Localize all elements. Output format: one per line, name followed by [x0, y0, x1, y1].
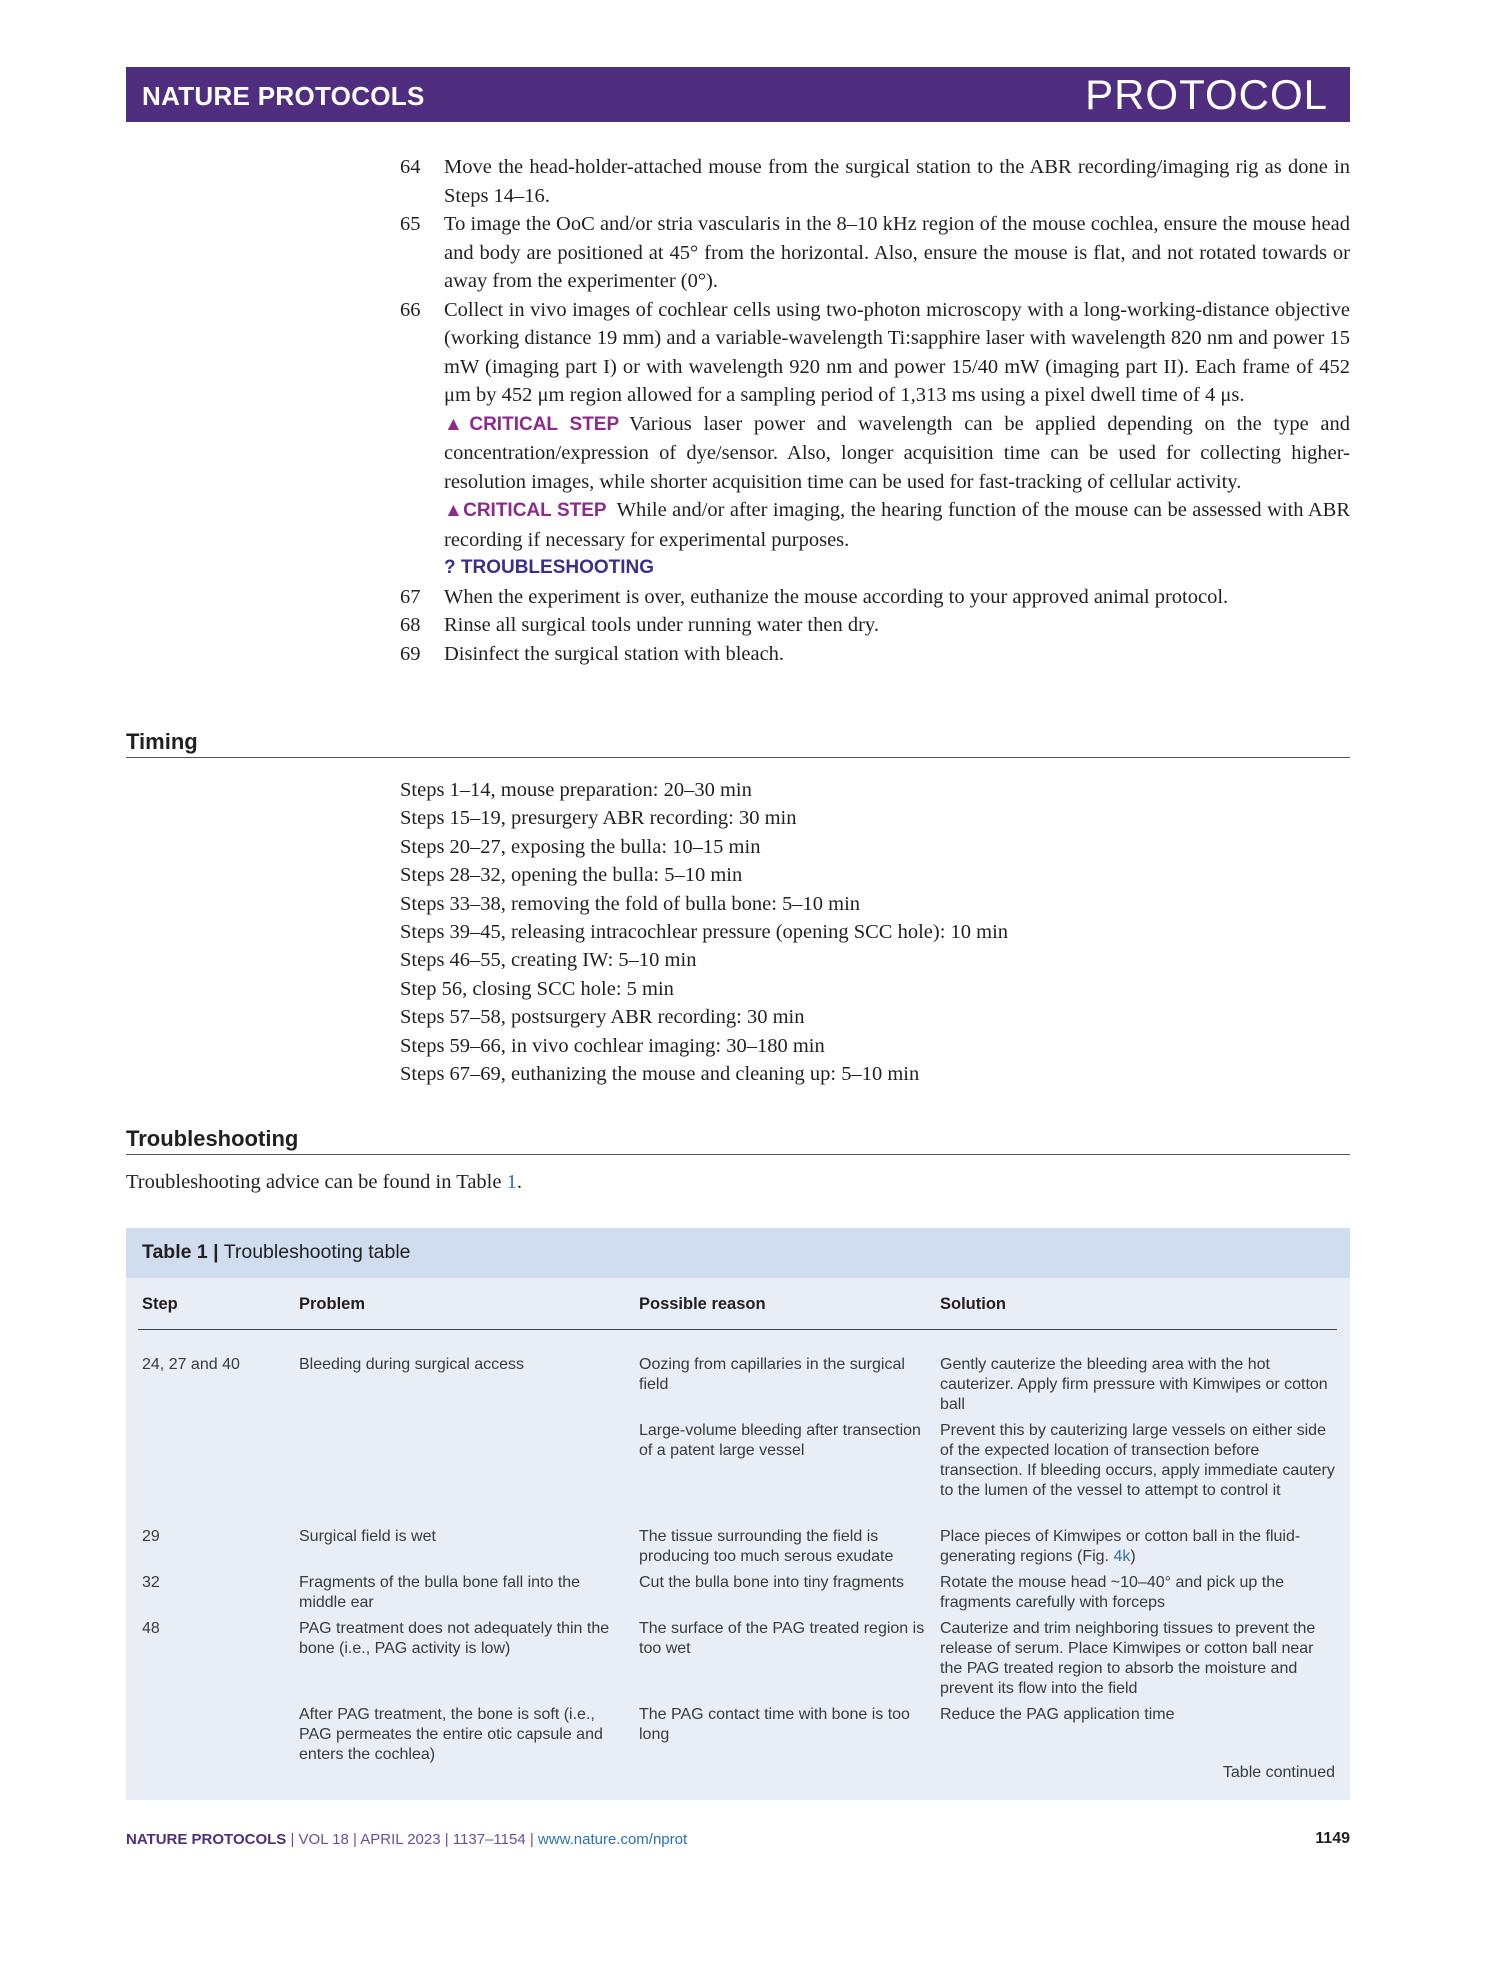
cell-problem: Fragments of the bulla bone fall into the middle ear	[299, 1574, 581, 1611]
column-header-problem: Problem	[299, 1295, 366, 1313]
step-text: When the experiment is over, euthanize the mouse according to your approved animal protocol.	[444, 585, 1229, 608]
cell-solution: Reduce the PAG application time	[940, 1706, 1175, 1723]
step-text: To image the OoC and/or stria vascularis in the 8–10 kHz region of the mouse cochlea, ensure the mouse head and body are positioned at 45° from the horizontal. Also, ensure the mouse is flat, and not rotated towards or away from the experimenter (0°).	[444, 213, 1350, 292]
journal-header-bar	[126, 67, 1350, 122]
timing-line: Steps 33–38, removing the fold of bulla bone: 5–10 min	[400, 892, 861, 915]
timing-line: Steps 39–45, releasing intracochlear pressure (opening SCC hole): 10 min	[400, 921, 1009, 944]
article-type: PROTOCOL	[1085, 71, 1328, 118]
footer-url-link[interactable]: www.nature.com/nprot	[537, 1831, 688, 1848]
cell-problem: Bleeding during surgical access	[299, 1356, 525, 1373]
step-number: 64	[400, 156, 421, 178]
cell-solution: Prevent this by cauterizing large vessels on either side of the expected location of transection before transection. If bleeding occurs, apply immediate cautery to the lumen of the vessel to attempt to control it	[940, 1422, 1335, 1499]
procedure-steps	[400, 153, 1350, 668]
cell-reason: The tissue surrounding the field is producing too much serous exudate	[639, 1528, 894, 1565]
footer-separator: |	[348, 1831, 361, 1848]
troubleshooting-link[interactable]: ? TROUBLESHOOTING	[444, 557, 655, 578]
footer-separator: |	[440, 1831, 453, 1848]
footer-separator: |	[525, 1831, 538, 1848]
critical-step-label: ▲CRITICAL STEP	[444, 413, 620, 435]
table-reference-link[interactable]: 1	[506, 1171, 517, 1193]
journal-name: NATURE PROTOCOLS	[142, 81, 425, 111]
step-67	[400, 583, 1350, 612]
timing-heading: Timing	[126, 729, 1350, 758]
cell-solution-text: Place pieces of Kimwipes or cotton ball in the fluid-generating regions (Fig.	[940, 1528, 1301, 1565]
step-number: 68	[400, 614, 421, 636]
step-number: 67	[400, 585, 421, 608]
timing-line: Steps 20–27, exposing the bulla: 10–15 min	[400, 835, 761, 858]
timing-list	[400, 776, 1008, 1088]
step-number: 65	[400, 213, 421, 235]
table-caption	[126, 1228, 1350, 1278]
critical-step-label: ▲CRITICAL STEP	[444, 500, 607, 521]
header-divider	[138, 1329, 1337, 1330]
cell-problem: Surgical field is wet	[299, 1528, 436, 1545]
step-text: Disinfect the surgical station with bleach.	[444, 642, 785, 665]
timing-line: Steps 46–55, creating IW: 5–10 min	[400, 949, 697, 972]
cell-solution: Gently cauterize the bleeding area with the hot cauterizer. Apply firm pressure with Kimwipes or cotton ball	[940, 1356, 1328, 1413]
footer-date: APRIL 2023	[360, 1831, 441, 1848]
troubleshooting-paragraph	[126, 1171, 522, 1194]
troubleshooting-table	[126, 1228, 1350, 1800]
timing-line: Steps 28–32, opening the bulla: 5–10 min	[400, 864, 743, 887]
step-64	[400, 153, 1350, 210]
timing-line: Steps 57–58, postsurgery ABR recording: 30 min	[400, 1006, 805, 1029]
cell-problem: PAG treatment does not adequately thin the bone (i.e., PAG activity is low)	[299, 1620, 610, 1657]
cell-solution: Cauterize and trim neighboring tissues to prevent the release of serum. Place Kimwipes or cotton ball near the PAG treated region to absorb the moisture and prevent its flow into the field	[940, 1620, 1316, 1697]
troubleshooting-heading: Troubleshooting	[126, 1126, 1350, 1155]
critical-step-2	[400, 496, 1350, 554]
column-header-solution: Solution	[940, 1295, 1006, 1313]
troubleshooting-text: Troubleshooting advice can be found in Table	[126, 1171, 507, 1193]
step-66	[400, 296, 1350, 410]
troubleshooting-text-end: .	[516, 1171, 522, 1193]
cell-solution: Rotate the mouse head ~10–40° and pick up the fragments carefully with forceps	[940, 1574, 1284, 1611]
critical-step-1	[400, 410, 1350, 497]
cell-reason: The surface of the PAG treated region is too wet	[639, 1620, 925, 1657]
column-header-step: Step	[142, 1295, 178, 1313]
footer-separator: |	[286, 1831, 299, 1848]
cell-step: 48	[142, 1620, 160, 1637]
cell-step: 24, 27 and 40	[142, 1356, 240, 1373]
footer-journal: NATURE PROTOCOLS	[126, 1831, 287, 1848]
step-65	[400, 210, 1350, 296]
page-number: 1149	[1315, 1830, 1350, 1847]
cell-step: 29	[142, 1528, 160, 1545]
footer-pages: 1137–1154	[452, 1831, 526, 1848]
critical-step-text: While and/or after imaging, the hearing function of the mouse can be assessed with ABR recording if necessary for experimental purposes.	[444, 499, 1350, 551]
step-number: 69	[400, 642, 421, 665]
table-continued-note: Table continued	[1222, 1764, 1335, 1781]
cell-problem: After PAG treatment, the bone is soft (i.e., PAG permeates the entire otic capsule and enters the cochlea)	[299, 1706, 603, 1763]
critical-step-text: Various laser power and wavelength can be applied depending on the type and concentration/expression of dye/sensor. Also, longer acquisition time can be used for collecting higher-resolution images, while shorter acquisition time can be used for fast-tracking of cellular activity.	[444, 412, 1350, 493]
step-69	[400, 640, 1350, 669]
timing-line: Steps 1–14, mouse preparation: 20–30 min	[400, 779, 752, 801]
cell-solution-end: )	[1130, 1548, 1136, 1565]
footer-volume: VOL 18	[298, 1831, 349, 1848]
cell-reason: Oozing from capillaries in the surgical field	[639, 1356, 905, 1393]
step-text: Collect in vivo images of cochlear cells using two-photon microscopy with a long-working-distance objective (working distance 19 mm) and a variable-wavelength Ti:sapphire laser with wavelength 820 nm and power 15 mW (imaging part I) or with wavelength 920 nm and power 15/40 mW (imaging part II). Each frame of 452 μm by 452 μm region allowed for a sampling period of 1,313 ms using a pixel dwell time of 4 μs.	[444, 298, 1350, 406]
timing-line: Step 56, closing SCC hole: 5 min	[400, 977, 674, 1000]
cell-solution	[940, 1527, 1340, 1567]
page-footer	[126, 1831, 687, 1848]
cell-step: 32	[142, 1574, 160, 1591]
cell-reason: Cut the bulla bone into tiny fragments	[639, 1574, 905, 1591]
step-text: Move the head-holder-attached mouse from the surgical station to the ABR recording/imaging rig as done in Steps 14–16.	[444, 156, 1350, 207]
step-text: Rinse all surgical tools under running water then dry.	[444, 614, 879, 636]
figure-reference-link[interactable]: 4k	[1113, 1548, 1131, 1565]
timing-line: Steps 59–66, in vivo cochlear imaging: 30–180 min	[400, 1034, 825, 1057]
table-caption-number: Table 1 |	[142, 1241, 219, 1263]
column-header-reason: Possible reason	[639, 1295, 766, 1313]
timing-line: Steps 15–19, presurgery ABR recording: 30 min	[400, 807, 797, 830]
table-caption-title: Troubleshooting table	[218, 1241, 411, 1263]
step-68	[400, 611, 1350, 640]
cell-reason: Large-volume bleeding after transection of a patent large vessel	[639, 1422, 921, 1459]
timing-line: Steps 67–69, euthanizing the mouse and cleaning up: 5–10 min	[400, 1063, 920, 1086]
step-number: 66	[400, 298, 421, 321]
cell-reason: The PAG contact time with bone is too long	[639, 1706, 910, 1743]
